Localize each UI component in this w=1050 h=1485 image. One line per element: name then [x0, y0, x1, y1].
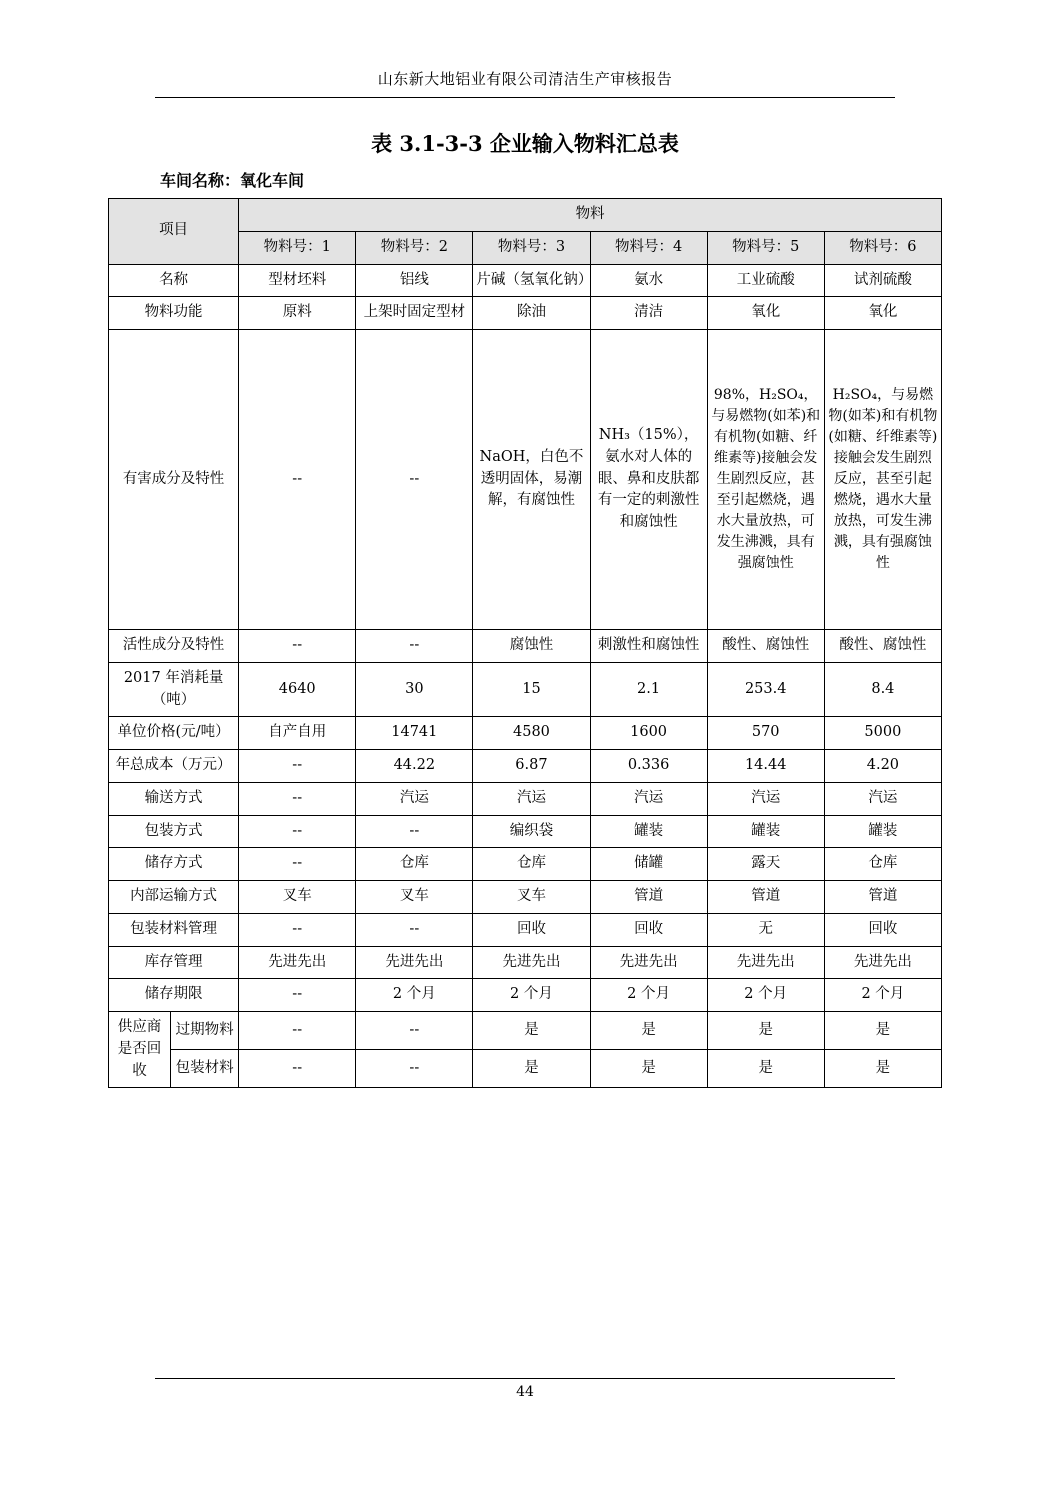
row-label: 储存方式 [109, 848, 239, 881]
table-cell: 片碱（氢氧化钠） [473, 264, 590, 297]
table-cell: H₂SO₄，与易燃物(如苯)和有机物(如糖、纤维素等)接触会发生剧烈反应，甚至引起燃烧，遇水大量放热，可发生沸溅，具有强腐蚀性 [824, 330, 941, 630]
table-cell: 型材坯料 [239, 264, 356, 297]
table-cell: 氧化 [707, 297, 824, 330]
table-cell: 汽运 [356, 782, 473, 815]
table-cell: 叉车 [356, 881, 473, 914]
row-label: 过期物料 [171, 1012, 239, 1050]
column-header: 物料号：1 [239, 231, 356, 264]
table-cell: 先进先出 [707, 946, 824, 979]
table-cell: 氧化 [824, 297, 941, 330]
table-cell: 仓库 [356, 848, 473, 881]
table-cell: -- [239, 1012, 356, 1050]
row-label: 包装方式 [109, 815, 239, 848]
table-row [109, 979, 942, 1012]
row-label: 物料功能 [109, 297, 239, 330]
table-row [109, 782, 942, 815]
table-cell: 储罐 [590, 848, 707, 881]
table-cell: 8.4 [824, 662, 941, 717]
table-cell: 2 个月 [473, 979, 590, 1012]
table-row [109, 630, 942, 663]
table-cell: 0.336 [590, 750, 707, 783]
table-cell: 4.20 [824, 750, 941, 783]
table-row [109, 717, 942, 750]
table-cell: 1600 [590, 717, 707, 750]
table-header-row-1 [109, 199, 942, 232]
table-cell: 管道 [590, 881, 707, 914]
table-cell: 除油 [473, 297, 590, 330]
table-cell: NaOH，白色不透明固体，易潮解，有腐蚀性 [473, 330, 590, 630]
table-cell: 2 个月 [707, 979, 824, 1012]
table-cell: 先进先出 [590, 946, 707, 979]
column-header: 物料号：6 [824, 231, 941, 264]
table-cell: 无 [707, 913, 824, 946]
table-row [109, 913, 942, 946]
table-cell: 98%，H₂SO₄，与易燃物(如苯)和有机物(如糖、纤维素等)接触会发生剧烈反应，甚至引起燃烧，遇水大量放热，可发生沸溅，具有强腐蚀性 [707, 330, 824, 630]
table-cell: 清洁 [590, 297, 707, 330]
row-label: 名称 [109, 264, 239, 297]
table-row [109, 946, 942, 979]
table-cell: 试剂硫酸 [824, 264, 941, 297]
row-label: 库存管理 [109, 946, 239, 979]
row-label: 单位价格(元/吨） [109, 717, 239, 750]
group-header: 物料 [239, 199, 942, 232]
table-cell: -- [239, 848, 356, 881]
table-cell: -- [239, 913, 356, 946]
column-header: 物料号：2 [356, 231, 473, 264]
table-row [109, 264, 942, 297]
table-cell: -- [239, 815, 356, 848]
table-cell: 先进先出 [356, 946, 473, 979]
table-row [109, 815, 942, 848]
table-cell: -- [239, 630, 356, 663]
table-cell: -- [356, 913, 473, 946]
row-label: 包装材料管理 [109, 913, 239, 946]
table-cell: 罐装 [707, 815, 824, 848]
table-cell: 253.4 [707, 662, 824, 717]
table-row [109, 330, 942, 630]
table-cell: 是 [473, 1050, 590, 1088]
table-cell: 回收 [824, 913, 941, 946]
column-header: 物料号：5 [707, 231, 824, 264]
table-cell: 氨水 [590, 264, 707, 297]
table-cell: 回收 [590, 913, 707, 946]
table-cell: 原料 [239, 297, 356, 330]
table-cell: NH₃（15%），氨水对人体的眼、鼻和皮肤都有一定的刺激性和腐蚀性 [590, 330, 707, 630]
table-cell: 上架时固定型材 [356, 297, 473, 330]
table-cell: 汽运 [473, 782, 590, 815]
row-label: 输送方式 [109, 782, 239, 815]
row-label: 2017 年消耗量（吨） [109, 662, 239, 717]
table-cell: 44.22 [356, 750, 473, 783]
header-divider [155, 97, 895, 98]
column-header: 物料号：4 [590, 231, 707, 264]
table-cell: 罐装 [824, 815, 941, 848]
table-cell: 先进先出 [473, 946, 590, 979]
table-cell: -- [356, 1012, 473, 1050]
running-header: 山东新大地铝业有限公司清洁生产审核报告 [377, 70, 673, 88]
row-label: 储存期限 [109, 979, 239, 1012]
table-cell: 叉车 [239, 881, 356, 914]
row-label: 内部运输方式 [109, 881, 239, 914]
row-label: 活性成分及特性 [109, 630, 239, 663]
table-row [109, 848, 942, 881]
table-row [109, 881, 942, 914]
table-cell: 酸性、腐蚀性 [707, 630, 824, 663]
table-cell: 是 [707, 1012, 824, 1050]
table-cell: 是 [473, 1012, 590, 1050]
table-cell: 仓库 [473, 848, 590, 881]
table-cell: 2 个月 [590, 979, 707, 1012]
table-cell: 先进先出 [824, 946, 941, 979]
table-cell: 是 [707, 1050, 824, 1088]
table-cell: -- [239, 750, 356, 783]
table-cell: 是 [824, 1012, 941, 1050]
table-cell: -- [239, 979, 356, 1012]
table-cell: -- [239, 330, 356, 630]
table-cell: -- [356, 330, 473, 630]
table-cell: 编织袋 [473, 815, 590, 848]
table-row [109, 662, 942, 717]
table-cell: 铝线 [356, 264, 473, 297]
table-cell: 汽运 [590, 782, 707, 815]
table-cell: 4640 [239, 662, 356, 717]
table-cell: 是 [824, 1050, 941, 1088]
footer-divider [155, 1378, 895, 1379]
table-cell: 5000 [824, 717, 941, 750]
table-cell: 30 [356, 662, 473, 717]
table-cell: 汽运 [707, 782, 824, 815]
table-cell: 酸性、腐蚀性 [824, 630, 941, 663]
table-cell: 先进先出 [239, 946, 356, 979]
table-cell: -- [356, 1050, 473, 1088]
table-cell: 14.44 [707, 750, 824, 783]
table-cell: -- [356, 630, 473, 663]
table-cell: 15 [473, 662, 590, 717]
table-cell: 2 个月 [356, 979, 473, 1012]
table-cell: 罐装 [590, 815, 707, 848]
table-cell: 2 个月 [824, 979, 941, 1012]
table-cell: 570 [707, 717, 824, 750]
table-cell: 是 [590, 1050, 707, 1088]
table-cell: 是 [590, 1012, 707, 1050]
table-row [109, 1012, 942, 1050]
material-summary-table [108, 198, 942, 1088]
table-cell: 仓库 [824, 848, 941, 881]
table-cell: 刺激性和腐蚀性 [590, 630, 707, 663]
workshop-name: 车间名称：氧化车间 [160, 171, 305, 190]
table-cell: -- [239, 782, 356, 815]
table-cell: -- [239, 1050, 356, 1088]
table-row [109, 297, 942, 330]
table-cell: 露天 [707, 848, 824, 881]
row-group-label: 供应商是否回收 [109, 1012, 171, 1088]
table-cell: 14741 [356, 717, 473, 750]
table-cell: 管道 [707, 881, 824, 914]
table-row [109, 1050, 942, 1088]
row-label: 有害成分及特性 [109, 330, 239, 630]
table-cell: -- [356, 815, 473, 848]
table-cell: 自产自用 [239, 717, 356, 750]
table-cell: 回收 [473, 913, 590, 946]
table-cell: 4580 [473, 717, 590, 750]
row-label: 年总成本（万元） [109, 750, 239, 783]
column-header: 物料号：3 [473, 231, 590, 264]
table-title: 表 3.1-3-3 企业输入物料汇总表 [371, 131, 679, 156]
corner-label: 项目 [109, 199, 239, 265]
table-cell: 叉车 [473, 881, 590, 914]
table-cell: 管道 [824, 881, 941, 914]
table-cell: 腐蚀性 [473, 630, 590, 663]
table-cell: 6.87 [473, 750, 590, 783]
page-number: 44 [516, 1384, 534, 1400]
table-cell: 汽运 [824, 782, 941, 815]
table-cell: 工业硫酸 [707, 264, 824, 297]
row-label: 包装材料 [171, 1050, 239, 1088]
table-row [109, 750, 942, 783]
table-cell: 2.1 [590, 662, 707, 717]
